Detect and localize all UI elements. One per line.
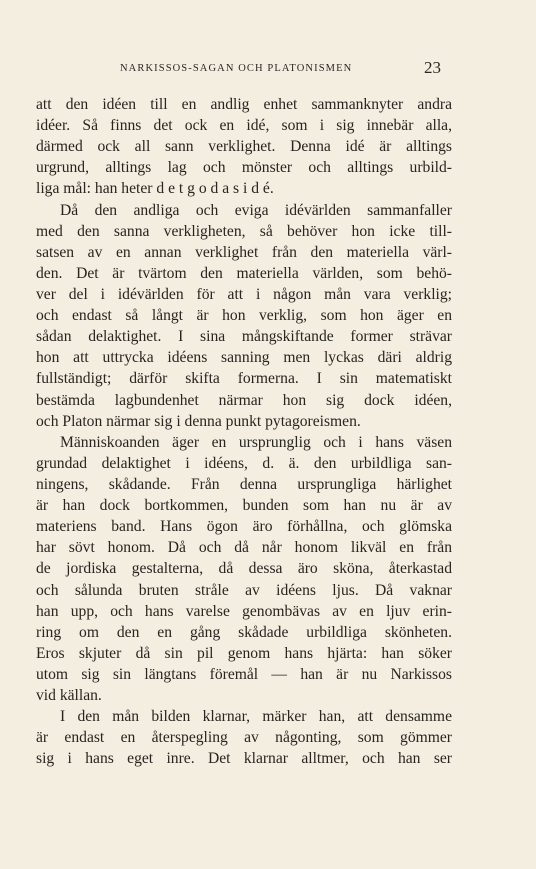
text-line: hon att uttrycka idéens sanning men lyckas däri aldrig [36, 349, 452, 367]
text-line: satsen av en annan verklighet från den materiella värl- [36, 243, 452, 261]
text-line: att den idéen till en andlig enhet sammanknyter andra [36, 96, 452, 113]
text-line: sig i hans eget inre. Det klarnar alltmer, och han ser [36, 750, 452, 768]
text-line: han upp, och hans varelse genombävas av en ljuv erin- [36, 602, 452, 620]
text-line: och Platon närmar sig i denna punkt pytagoreismen. [36, 412, 361, 430]
text-line: ningens, skådande. Från denna ursprungliga härlighet [36, 475, 452, 493]
text-line: liga mål: han heter d e t g o d a s i d é. [36, 180, 274, 198]
text-line: därmed ock all sann verklighet. Denna idé är alltings [36, 138, 452, 156]
text-line: ring om den en gång skådade urbildliga skönheten. [36, 623, 452, 641]
text-line: idéer. Så finns det ock en idé, som i sig innebär alla, [36, 117, 452, 135]
text-line: sådan delaktighet. I sina mångskiftande former strävar [36, 328, 452, 346]
text-line: materiens band. Hans ögon äro förhållna, och glömska [36, 518, 452, 536]
text-line: och sålunda bruten stråle av idéens ljus. Då vaknar [36, 581, 452, 599]
text-line: Eros skjuter då sin pil genom hans hjärta: han söker [36, 644, 452, 662]
text-line: ver del i idévärlden för att i någon mån vara verklig; [36, 285, 452, 303]
body-text [36, 94, 452, 770]
text-line: är han dock bortkommen, bunden som han nu är av [36, 497, 452, 515]
running-head-title: NARKISSOS-SAGAN OCH PLATONISMEN [120, 63, 353, 74]
text-line: fullständigt; därför skifta formerna. I sin matematiskt [36, 370, 452, 388]
text-line: de jordiska gestalterna, då dessa äro sköna, återkastad [36, 560, 452, 578]
text-line: den. Det är tvärtom den materiella världen, som behö- [36, 264, 452, 282]
text-line: är endast en återspegling av någonting, som gömmer [36, 729, 452, 747]
text-line: bestämda lagbundenhet närmar hon sig dock idéen, [36, 391, 452, 409]
text-line: med den sanna verkligheten, så behöver hon icke till- [36, 222, 452, 240]
text-line: utom sig sin längtans föremål — han är nu Narkissos [36, 665, 452, 683]
text-line: Då den andliga och eviga idévärlden sammanfaller [60, 201, 452, 219]
text-line: urgrund, alltings lag och mönster och alltings urbild- [36, 159, 452, 177]
text-line: och endast så långt är hon verklig, som hon äger en [36, 307, 452, 325]
text-line: vid källan. [36, 687, 102, 705]
page-number: 23 [424, 58, 441, 77]
text-line: grundad delaktighet i idéens, d. ä. den urbildliga san- [36, 454, 452, 472]
text-line: har sövt honom. Då och då når honom likväl en från [36, 539, 452, 557]
text-line: Människoanden äger en ursprunglig och i hans väsen [60, 433, 452, 451]
text-line: I den mån bilden klarnar, märker han, att densamme [60, 708, 452, 726]
